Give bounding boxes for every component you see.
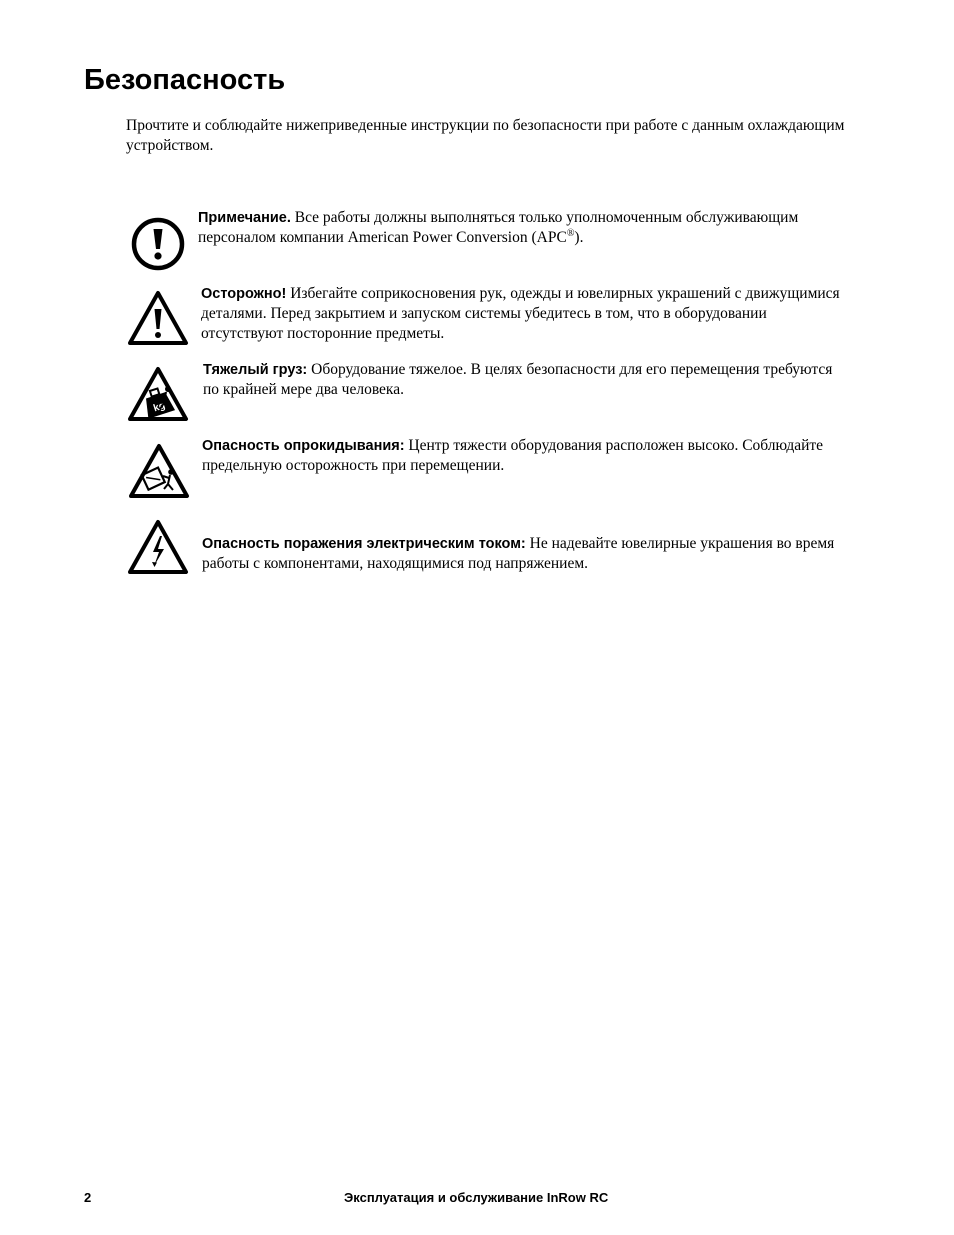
notice-text: Избегайте соприкосновения рук, одежды и ювелирных украшений с движущимися деталями. Перед закрытием и запуском системы убедитесь в том, что в оборудовании отсутствуют посторонние предметы. xyxy=(201,285,840,342)
heavy-load-icon xyxy=(126,365,190,423)
notice-note xyxy=(198,208,838,248)
notice-caution xyxy=(201,284,841,344)
notice-label: Опасность опрокидывания: xyxy=(202,438,405,454)
kg-label: kg xyxy=(152,400,167,415)
notice-text: Центр тяжести оборудования расположен высоко. Соблюдайте предельную осторожность при перемещении. xyxy=(202,437,824,474)
notice-label: Осторожно! xyxy=(201,286,287,302)
notice-label: Примечание. xyxy=(198,210,291,226)
exclamation-circle-icon xyxy=(130,216,186,272)
caution-triangle-icon xyxy=(126,289,190,347)
notice-heavy xyxy=(203,360,843,400)
notice-electric xyxy=(202,534,842,574)
notice-label: Тяжелый груз: xyxy=(203,362,308,378)
page-title: Безопасность xyxy=(84,64,286,96)
footer-doc-title: Эксплуатация и обслуживание InRow RC xyxy=(344,1190,609,1205)
notice-text: Не надевайте ювелирные украшения во время работы с компонентами, находящимися под напряжением. xyxy=(202,535,835,572)
page-number: 2 xyxy=(84,1190,92,1205)
notice-label: Опасность поражения электрическим током: xyxy=(202,536,526,552)
registered-mark: ® xyxy=(566,227,575,239)
intro-paragraph: Прочтите и соблюдайте нижеприведенные инструкции по безопасности при работе с данным охлаждающим устройством. xyxy=(126,117,845,154)
notice-tip xyxy=(202,436,842,476)
tip-over-icon xyxy=(127,442,191,500)
electric-shock-icon xyxy=(126,518,190,576)
notice-text: Все работы должны выполняться только уполномоченным обслуживающим персоналом компании American Power Conversion (APC xyxy=(198,209,799,246)
notice-text-end: ). xyxy=(574,229,584,246)
notice-text: Оборудование тяжелое. В целях безопасности для его перемещения требуются по крайней мере два человека. xyxy=(203,361,833,398)
